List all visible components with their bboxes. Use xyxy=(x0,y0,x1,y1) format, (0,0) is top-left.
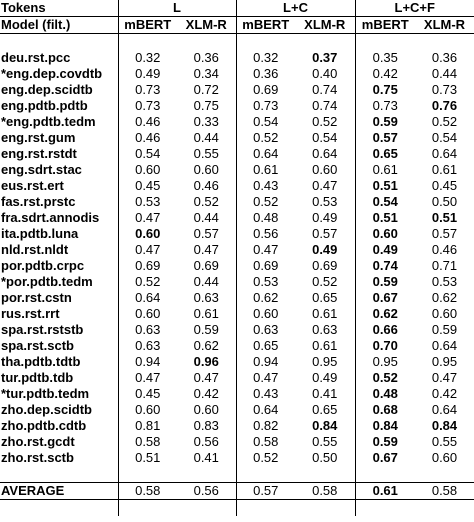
table-row xyxy=(0,146,474,162)
table-row xyxy=(0,82,474,98)
dataset-name: por.pdtb.crpc xyxy=(0,258,118,274)
dataset-name: nld.rst.nldt xyxy=(0,242,118,258)
score-cell: 0.69 xyxy=(135,258,161,273)
score-cell: 0.57 xyxy=(372,130,398,145)
group-header-lcf: L+C+F xyxy=(394,0,435,15)
score-cell: 0.95 xyxy=(431,354,458,369)
score-cell: 0.61 xyxy=(355,483,415,500)
table-row xyxy=(0,226,474,242)
dataset-name: zho.dep.scidtb xyxy=(0,402,118,418)
score-cell: 0.52 xyxy=(253,130,279,145)
score-cell: 0.74 xyxy=(372,258,398,273)
model-header: XLM-R xyxy=(295,17,355,34)
table-row xyxy=(0,290,474,306)
score-cell: 0.74 xyxy=(295,82,355,98)
score-cell: 0.62 xyxy=(253,290,279,305)
dataset-name: eng.sdrt.stac xyxy=(0,162,118,178)
score-cell: 0.54 xyxy=(431,130,458,145)
score-cell: 0.73 xyxy=(431,82,458,97)
dataset-name: zho.rst.sctb xyxy=(0,450,118,466)
score-cell: 0.68 xyxy=(372,402,398,417)
score-cell: 0.61 xyxy=(372,162,398,177)
score-cell: 0.65 xyxy=(253,338,279,353)
spacer-row xyxy=(0,466,474,483)
model-header: mBERT xyxy=(236,17,295,34)
score-cell: 0.44 xyxy=(177,210,236,226)
score-cell: 0.36 xyxy=(431,50,458,65)
score-cell: 0.60 xyxy=(177,402,236,418)
score-cell: 0.56 xyxy=(177,434,236,450)
score-cell: 0.95 xyxy=(372,354,398,369)
score-cell: 0.53 xyxy=(253,274,279,289)
score-cell: 0.71 xyxy=(431,258,458,273)
table-row xyxy=(0,370,474,386)
score-cell: 0.47 xyxy=(135,242,161,257)
score-cell: 0.64 xyxy=(295,146,355,162)
score-cell: 0.58 xyxy=(118,483,177,500)
model-header: mBERT xyxy=(118,17,177,34)
table-row xyxy=(0,386,474,402)
score-cell: 0.75 xyxy=(177,98,236,114)
score-cell: 0.37 xyxy=(295,50,355,66)
score-cell: 0.52 xyxy=(431,114,458,129)
table-row xyxy=(0,402,474,418)
score-cell: 0.51 xyxy=(135,450,161,465)
table-row xyxy=(0,418,474,434)
table-body xyxy=(0,34,474,467)
score-cell: 0.73 xyxy=(135,82,161,97)
score-cell: 0.73 xyxy=(253,98,279,113)
table-row xyxy=(0,162,474,178)
score-cell: 0.51 xyxy=(431,210,458,225)
score-cell: 0.61 xyxy=(177,306,236,322)
score-cell: 0.44 xyxy=(431,66,458,81)
score-cell: 0.52 xyxy=(372,370,398,385)
model-label: Model (filt.) xyxy=(0,17,118,34)
score-cell: 0.49 xyxy=(295,370,355,386)
score-cell: 0.63 xyxy=(135,322,161,337)
table-row xyxy=(0,434,474,450)
score-cell: 0.64 xyxy=(253,402,279,417)
score-cell: 0.49 xyxy=(372,242,398,257)
dataset-name: *por.pdtb.tedm xyxy=(0,274,118,290)
dataset-name: fra.sdrt.annodis xyxy=(0,210,118,226)
score-cell: 0.61 xyxy=(253,162,279,177)
score-cell: 0.65 xyxy=(295,402,355,418)
score-cell: 0.44 xyxy=(177,130,236,146)
score-cell: 0.75 xyxy=(372,82,398,97)
table-row xyxy=(0,178,474,194)
score-cell: 0.51 xyxy=(372,178,398,193)
score-cell: 0.47 xyxy=(295,178,355,194)
score-cell: 0.61 xyxy=(295,306,355,322)
score-cell: 0.62 xyxy=(372,306,398,321)
table-row xyxy=(0,66,474,82)
group-header-lc: L+C xyxy=(236,0,355,17)
score-cell: 0.64 xyxy=(253,146,279,161)
score-cell: 0.59 xyxy=(177,322,236,338)
score-cell: 0.32 xyxy=(135,50,161,65)
score-cell: 0.47 xyxy=(253,242,279,257)
score-cell: 0.67 xyxy=(372,450,398,465)
score-cell: 0.63 xyxy=(295,322,355,338)
score-cell: 0.54 xyxy=(135,146,161,161)
score-cell: 0.64 xyxy=(135,290,161,305)
score-cell: 0.70 xyxy=(372,338,398,353)
score-cell: 0.61 xyxy=(431,162,458,177)
score-cell: 0.76 xyxy=(431,98,458,113)
score-cell: 0.58 xyxy=(295,483,355,500)
score-cell: 0.42 xyxy=(372,66,398,81)
dataset-name: AVERAGE xyxy=(0,483,118,500)
dataset-name: tha.pdtb.tdtb xyxy=(0,354,118,370)
dataset-name: eng.rst.rstdt xyxy=(0,146,118,162)
score-cell: 0.46 xyxy=(135,130,161,145)
score-cell: 0.63 xyxy=(253,322,279,337)
score-cell: 0.52 xyxy=(253,194,279,209)
table-row xyxy=(0,306,474,322)
score-cell: 0.52 xyxy=(253,450,279,465)
table-row xyxy=(0,194,474,210)
score-cell: 0.33 xyxy=(177,114,236,130)
score-cell: 0.52 xyxy=(295,114,355,130)
score-cell: 0.47 xyxy=(177,242,236,258)
dataset-name: *eng.dep.covdtb xyxy=(0,66,118,82)
score-cell: 0.45 xyxy=(135,178,161,193)
score-cell: 0.69 xyxy=(253,258,279,273)
dataset-name: tur.pdtb.tdb xyxy=(0,370,118,386)
dataset-name: eng.pdtb.pdtb xyxy=(0,98,118,114)
score-cell: 0.54 xyxy=(253,114,279,129)
model-header: mBERT xyxy=(355,17,415,34)
table-row xyxy=(0,274,474,290)
model-header: XLM-R xyxy=(415,17,474,34)
dataset-name: por.rst.cstn xyxy=(0,290,118,306)
score-cell: 0.63 xyxy=(135,338,161,353)
score-cell: 0.62 xyxy=(431,290,458,305)
score-cell: 0.51 xyxy=(372,210,398,225)
score-cell: 0.64 xyxy=(431,146,458,161)
table-row xyxy=(0,322,474,338)
score-cell: 0.36 xyxy=(177,50,236,66)
score-cell: 0.60 xyxy=(135,402,161,417)
score-cell: 0.84 xyxy=(295,418,355,434)
score-cell: 0.55 xyxy=(177,146,236,162)
score-cell: 0.94 xyxy=(253,354,279,369)
score-cell: 0.47 xyxy=(431,370,458,385)
score-cell: 0.47 xyxy=(253,370,279,385)
score-cell: 0.69 xyxy=(177,258,236,274)
score-cell: 0.73 xyxy=(135,98,161,113)
score-cell: 0.45 xyxy=(431,178,458,193)
score-cell: 0.55 xyxy=(431,434,458,449)
score-cell: 0.43 xyxy=(253,386,279,401)
table-row xyxy=(0,114,474,130)
score-cell: 0.73 xyxy=(372,98,398,113)
score-cell: 0.40 xyxy=(295,66,355,82)
average-section xyxy=(0,466,474,516)
score-cell: 0.47 xyxy=(135,210,161,225)
score-cell: 0.54 xyxy=(372,194,398,209)
dataset-name: rus.rst.rrt xyxy=(0,306,118,322)
score-cell: 0.53 xyxy=(135,194,161,209)
table-row xyxy=(0,50,474,66)
score-cell: 0.50 xyxy=(431,194,458,209)
table-row xyxy=(0,242,474,258)
score-cell: 0.60 xyxy=(177,162,236,178)
table-row xyxy=(0,98,474,114)
dataset-name: *eng.pdtb.tedm xyxy=(0,114,118,130)
dataset-name: spa.rst.sctb xyxy=(0,338,118,354)
score-cell: 0.69 xyxy=(295,258,355,274)
score-cell: 0.59 xyxy=(372,434,398,449)
score-cell: 0.41 xyxy=(295,386,355,402)
score-cell: 0.46 xyxy=(177,178,236,194)
table-row xyxy=(0,338,474,354)
score-cell: 0.84 xyxy=(431,418,458,433)
score-cell: 0.57 xyxy=(295,226,355,242)
model-header: XLM-R xyxy=(177,17,236,34)
score-cell: 0.41 xyxy=(177,450,236,466)
score-cell: 0.44 xyxy=(177,274,236,290)
dataset-name: eng.dep.scidtb xyxy=(0,82,118,98)
score-cell: 0.46 xyxy=(431,242,458,257)
header-corner: Tokens xyxy=(0,0,118,17)
score-cell: 0.55 xyxy=(295,434,355,450)
score-cell: 0.59 xyxy=(372,274,398,289)
score-cell: 0.60 xyxy=(253,306,279,321)
dataset-name: eus.rst.ert xyxy=(0,178,118,194)
score-cell: 0.72 xyxy=(177,82,236,98)
score-cell: 0.64 xyxy=(431,338,458,353)
score-cell: 0.36 xyxy=(253,66,279,81)
score-cell: 0.45 xyxy=(135,386,161,401)
score-cell: 0.60 xyxy=(431,306,458,321)
dataset-name: spa.rst.rststb xyxy=(0,322,118,338)
score-cell: 0.58 xyxy=(415,483,474,500)
score-cell: 0.56 xyxy=(253,226,279,241)
score-cell: 0.35 xyxy=(372,50,398,65)
score-cell: 0.47 xyxy=(177,370,236,386)
score-cell: 0.81 xyxy=(135,418,161,433)
score-cell: 0.60 xyxy=(135,162,161,177)
score-cell: 0.49 xyxy=(135,66,161,81)
score-cell: 0.57 xyxy=(177,226,236,242)
dataset-name: *tur.pdtb.tedm xyxy=(0,386,118,402)
score-cell: 0.57 xyxy=(236,483,295,500)
score-cell: 0.59 xyxy=(431,322,458,337)
score-cell: 0.52 xyxy=(135,274,161,289)
score-cell: 0.60 xyxy=(372,226,398,241)
score-cell: 0.60 xyxy=(295,162,355,178)
average-row xyxy=(0,483,474,500)
score-cell: 0.58 xyxy=(253,434,279,449)
score-cell: 0.49 xyxy=(295,210,355,226)
table-row xyxy=(0,450,474,466)
score-cell: 0.60 xyxy=(135,306,161,321)
dataset-name: zho.pdtb.cdtb xyxy=(0,418,118,434)
score-cell: 0.34 xyxy=(177,66,236,82)
group-header-l: L xyxy=(118,0,236,17)
score-cell: 0.84 xyxy=(372,418,398,433)
table-row xyxy=(0,210,474,226)
score-cell: 0.60 xyxy=(431,450,458,465)
score-cell: 0.52 xyxy=(295,274,355,290)
score-cell: 0.66 xyxy=(372,322,398,337)
score-cell: 0.94 xyxy=(135,354,161,369)
dataset-name: fas.rst.prstc xyxy=(0,194,118,210)
spacer-row xyxy=(0,34,474,51)
score-cell: 0.61 xyxy=(295,338,355,354)
dataset-name: deu.rst.pcc xyxy=(0,50,118,66)
score-cell: 0.63 xyxy=(177,290,236,306)
table-row xyxy=(0,258,474,274)
score-cell: 0.56 xyxy=(177,483,236,500)
score-cell: 0.50 xyxy=(295,450,355,466)
score-cell: 0.65 xyxy=(372,146,398,161)
score-cell: 0.48 xyxy=(253,210,279,225)
score-cell: 0.65 xyxy=(295,290,355,306)
score-cell: 0.48 xyxy=(372,386,398,401)
score-cell: 0.53 xyxy=(431,274,458,289)
score-cell: 0.49 xyxy=(295,242,355,258)
bottom-rule xyxy=(0,500,474,517)
score-cell: 0.52 xyxy=(177,194,236,210)
score-cell: 0.96 xyxy=(177,354,236,370)
score-cell: 0.53 xyxy=(295,194,355,210)
score-cell: 0.62 xyxy=(177,338,236,354)
score-cell: 0.43 xyxy=(253,178,279,193)
score-cell: 0.57 xyxy=(431,226,458,241)
table-row xyxy=(0,354,474,370)
dataset-name: eng.rst.gum xyxy=(0,130,118,146)
score-cell: 0.32 xyxy=(253,50,279,65)
score-cell: 0.42 xyxy=(431,386,458,401)
score-cell: 0.46 xyxy=(135,114,161,129)
score-cell: 0.47 xyxy=(135,370,161,385)
score-cell: 0.74 xyxy=(295,98,355,114)
score-cell: 0.69 xyxy=(253,82,279,97)
table-row xyxy=(0,130,474,146)
dataset-name: zho.rst.gcdt xyxy=(0,434,118,450)
score-cell: 0.59 xyxy=(372,114,398,129)
score-cell: 0.95 xyxy=(295,354,355,370)
score-cell: 0.42 xyxy=(177,386,236,402)
score-cell: 0.83 xyxy=(177,418,236,434)
score-cell: 0.67 xyxy=(372,290,398,305)
score-cell: 0.82 xyxy=(253,418,279,433)
score-cell: 0.64 xyxy=(431,402,458,417)
score-cell: 0.60 xyxy=(135,226,161,241)
score-cell: 0.54 xyxy=(295,130,355,146)
score-cell: 0.58 xyxy=(135,434,161,449)
dataset-name: ita.pdtb.luna xyxy=(0,226,118,242)
